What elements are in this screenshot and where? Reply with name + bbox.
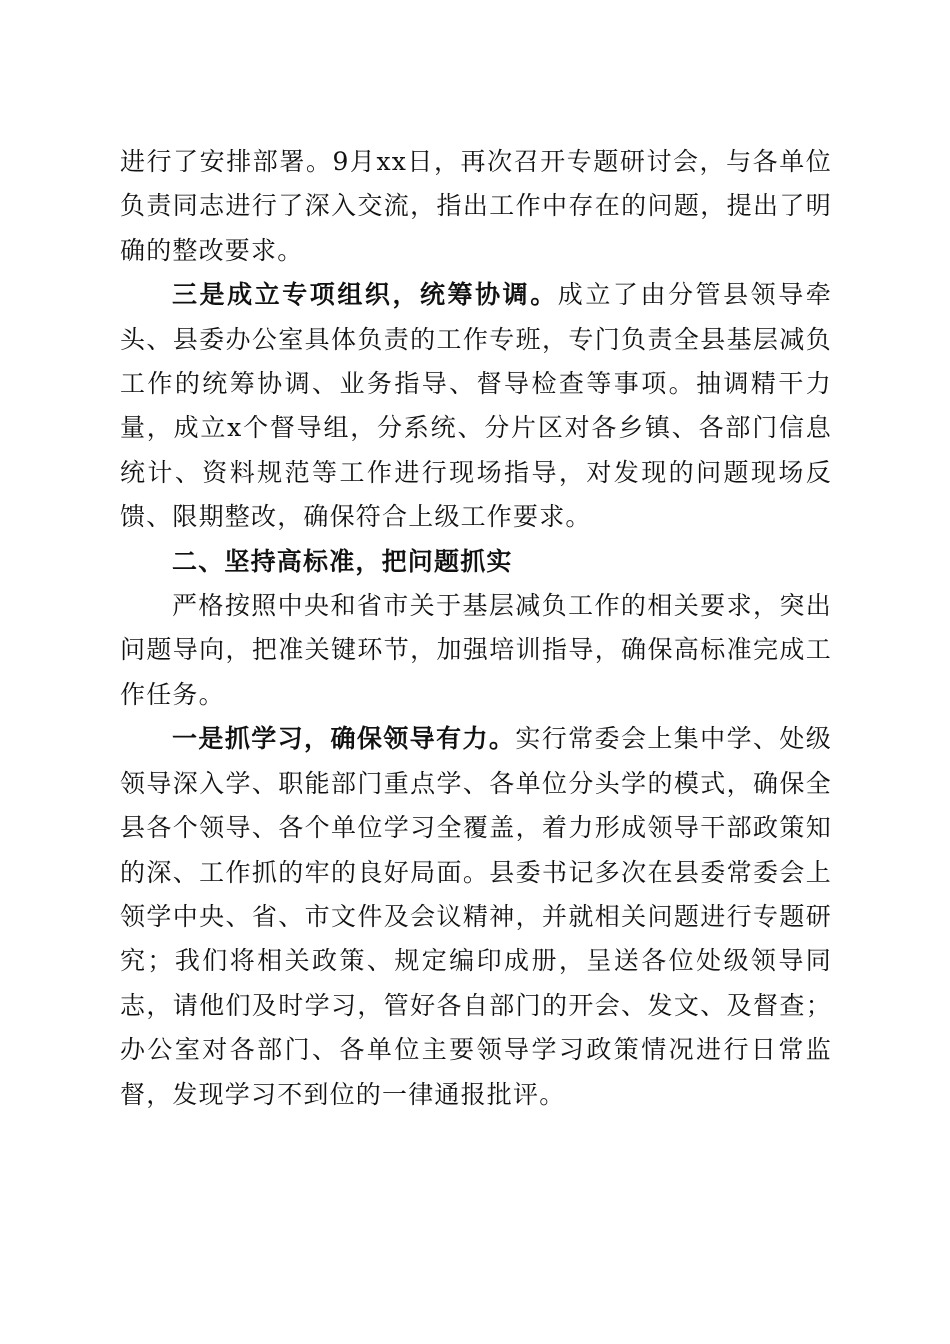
paragraph-text: 成立了由分管县领导牵头、县委办公室具体负责的工作专班，专门负责全县基层减负工作的统筹协调、业务指导、督导检查等事项。抽调精干力量，成立x个督导组，分系统、分片区对各乡镇、各部门信息统计、资料规范等工作进行现场指导，对发现的问题现场反馈、限期整改，确保符合上级工作要求。 [120,280,832,532]
paragraph-study-leadership [120,717,832,1117]
section-heading: 二、坚持高标准，把问题抓实 [172,546,513,576]
paragraph-text: 严格按照中央和省市关于基层减负工作的相关要求，突出问题导向，把准关键环节，加强培训指导，确保高标准完成工作任务。 [120,591,832,709]
paragraph-section-intro [120,584,832,717]
paragraph-lead: 一是抓学习，确保领导有力。 [172,724,516,754]
paragraph-special-organization [120,273,832,539]
document-page [120,140,832,1117]
paragraph-text: 实行常委会上集中学、处级领导深入学、职能部门重点学、各单位分头学的模式，确保全县各个领导、各个单位学习全覆盖，着力形成领导干部政策知的深、工作抓的牢的良好局面。县委书记多次在县委常委会上领学中央、省、市文件及会议精神，并就相关问题进行专题研究；我们将相关政策、规定编印成册，呈送各位处级领导同志，请他们及时学习，管好各自部门的开会、发文、及督查；办公室对各部门、各单位主要领导学习政策情况进行日常监督，发现学习不到位的一律通报批评。 [120,724,832,1109]
paragraph-text: 进行了安排部署。9月xx日，再次召开专题研讨会，与各单位负责同志进行了深入交流，指出工作中存在的问题，提出了明确的整改要求。 [120,147,832,265]
paragraph-lead: 三是成立专项组织，统筹协调。 [172,280,558,310]
paragraph-continuation [120,140,832,273]
